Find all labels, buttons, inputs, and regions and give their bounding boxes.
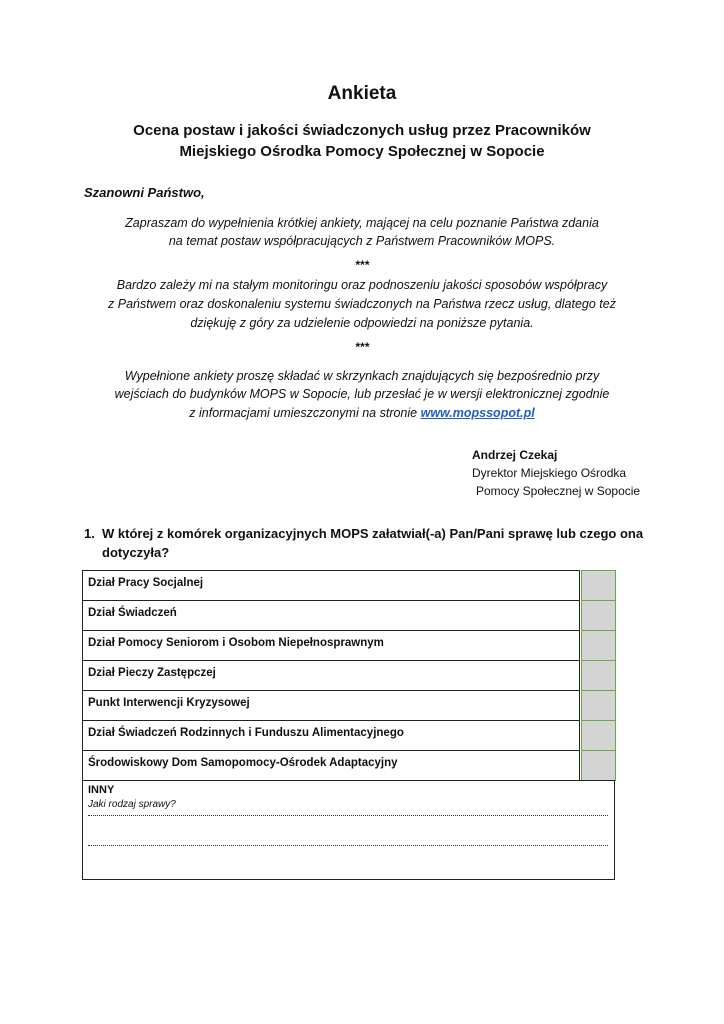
other-answer-box[interactable] — [82, 780, 615, 880]
survey-title: Ankieta — [327, 83, 397, 104]
separator-1: *** — [354, 258, 369, 272]
intro-p2-line1: Bardzo zależy mi na stałym monitoringu oraz podnoszeniu jakości sposobów współpracy — [116, 278, 608, 292]
intro-p3-line3-text: z informacjami umieszczonymi na stronie — [189, 406, 421, 420]
intro-p3-line1: Wypełnione ankiety proszę składać w skrzynkach znajdujących się bezpośrednio przy — [124, 369, 600, 383]
answer-label: Środowiskowy Dom Samopomocy-Ośrodek Adaptacyjny — [88, 757, 398, 769]
question-text: W której z komórek organizacyjnych MOPS załatwiał(-a) Pan/Pani sprawę lub czego ona dotyczyła? — [102, 526, 644, 560]
answer-label: Dział Pracy Socjalnej — [88, 577, 204, 589]
website-link[interactable]: www.mopssopot.pl — [420, 406, 535, 420]
other-label: INNY — [88, 784, 115, 796]
dotted-answer-line[interactable] — [88, 815, 608, 816]
question-1 — [84, 524, 644, 562]
answer-label: Dział Pieczy Zastępczej — [88, 667, 216, 679]
intro-p3-line3 — [0, 404, 724, 423]
other-hint: Jaki rodzaj sprawy? — [88, 799, 176, 810]
intro-p1-line2: na temat postaw współpracujących z Państwem Pracowników MOPS. — [168, 234, 556, 248]
answer-row — [82, 570, 580, 600]
answer-row — [82, 630, 580, 660]
signature-role-line2: Pomocy Społecznej w Sopocie — [476, 484, 641, 498]
greeting: Szanowni Państwo, — [84, 185, 205, 200]
answer-checkbox[interactable] — [581, 600, 616, 631]
answer-checkbox[interactable] — [581, 690, 616, 721]
answer-checkbox[interactable] — [581, 570, 616, 601]
signature-block — [472, 446, 640, 500]
answer-row — [82, 600, 580, 630]
answer-row — [82, 750, 580, 780]
intro-p2-line2: z Państwem oraz doskonaleniu systemu świadczonych na Państwa rzecz usług, dlatego też — [108, 297, 616, 311]
survey-subtitle-line1: Ocena postaw i jakości świadczonych usług przez Pracowników — [133, 122, 591, 139]
intro-p2-line3: dziękuję z góry za udzielenie odpowiedzi na poniższe pytania. — [190, 316, 534, 330]
intro-p1-line1: Zapraszam do wypełnienia krótkiej ankiety, mającej na celu poznanie Państwa zdania — [125, 216, 599, 230]
answer-checkbox[interactable] — [581, 660, 616, 691]
answer-table — [82, 570, 615, 880]
answer-row — [82, 720, 580, 750]
separator-2: *** — [354, 340, 369, 354]
answer-label: Punkt Interwencji Kryzysowej — [88, 697, 250, 709]
answer-label: Dział Świadczeń — [88, 607, 177, 619]
dotted-answer-line[interactable] — [88, 845, 608, 846]
answer-label: Dział Świadczeń Rodzinnych i Funduszu Alimentacyjnego — [88, 727, 404, 739]
signature-role-line1: Dyrektor Miejskiego Ośrodka — [472, 466, 627, 480]
question-number: 1. — [84, 526, 95, 541]
answer-checkbox[interactable] — [581, 720, 616, 751]
answer-row — [82, 660, 580, 690]
answer-label: Dział Pomocy Seniorom i Osobom Niepełnosprawnym — [88, 637, 384, 649]
survey-subtitle-line2: Miejskiego Ośrodka Pomocy Społecznej w Sopocie — [179, 143, 545, 160]
answer-row — [82, 690, 580, 720]
signature-name: Andrzej Czekaj — [472, 448, 558, 462]
answer-checkbox[interactable] — [581, 750, 616, 781]
intro-p3-line2: wejściach do budynków MOPS w Sopocie, lub przesłać je w wersji elektronicznej zgodnie — [114, 387, 610, 401]
answer-checkbox[interactable] — [581, 630, 616, 661]
